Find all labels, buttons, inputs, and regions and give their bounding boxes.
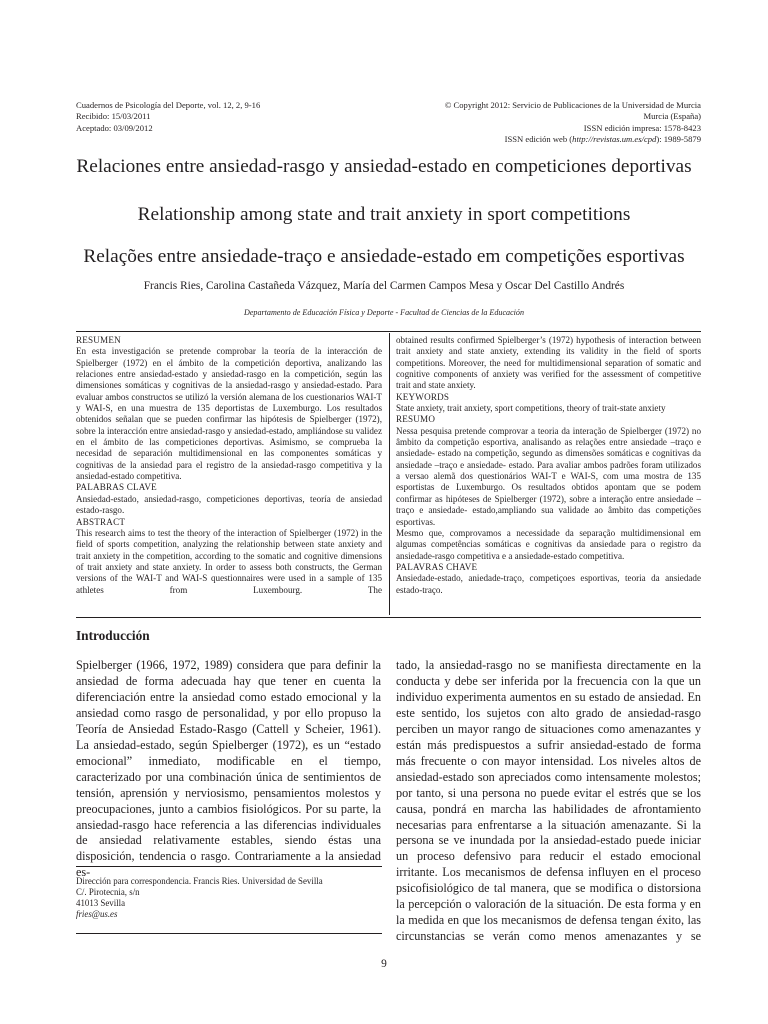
introduccion-heading: Introducción (76, 628, 150, 643)
intro-right-column: tado, la ansiedad-rasgo no se manifiesta directamente en la conducta y debe ser inferida por la frecuencia con la que un individuo experimenta aumentos en su estado de ansiedad. En este sentido, los sujetos con alto grado de ansiedad-rasgo perciben un mayor rango de situaciones como amenazantes y están más predispuestos a sufrir ansiedad-estado de forma más frecuente o con mayor intensidad. Los niveles altos de ansiedad-estado son apreciados como intensamente molestos; por tanto, si una persona no puede evitar el estrés que se los causa, pondrá en marcha las habilidades de afrontamiento necesarias para enfrentarse a la situación amenazante. Si la persona se ve inundada por la ansiedad-estado puede iniciar un proceso defensivo para reducir el estado emocional irritante. Los mecanismos de defensa influyen en el proceso psicofisiológico de tal manera, que se modifica o distorsiona la percepción o valoración de la situación. De esta forma y en la medida en que los mecanismos de defensa tengan éxito, las circunstancias se verán como menos amenazantes y se (396, 658, 701, 944)
abstract-right-column (396, 335, 701, 596)
correspondence-name: Dirección para correspondencia. Francis Ries. Universidad de Sevilla (76, 876, 323, 886)
palabras-clave-text: Ansiedad-estado, ansiedad-rasgo, competiciones deportivas, teoría de ansiedad estado-rasgo. (76, 493, 382, 516)
title-spanish: Relaciones entre ansiedad-rasgo y ansiedad-estado en competiciones deportivas (76, 156, 692, 177)
resumen-text: En esta investigación se pretende comprobar la teoría de la interacción de Spielberger (1972) en el ámbito de la competición deportiva, analizando las relaciones entre ansiedad-estado y ansiedad-rasgo en la competición, según las dimensiones somáticas y cognitivas de la ansiedad-rasgo y ansiedad-estado. Para evaluar ambos constructos se utilizó la versión alemana de los cuestionarios WAI-T y WAI-S, en una muestra de 135 deportistas de Luxemburgo. Los resultados obtenidos señalan que se pueden confirmar las hipótesis de Spielberger (1972), sobre la interacción entre ansiedad-rasgo y ansiedad-estado, ampliándose su validez en el ámbito de las competiciones deportivas. Asimismo, se comprueba la necesidad de separación multidimensional en las componentes somáticas y cognitivas de la ansiedad para el registro de la ansiedad-rasgo competitiva y la ansiedad-estado competitiva. (76, 346, 382, 482)
resumo-text: Nessa pesquisa pretende comprovar a teoria da interação de Spielberger (1972) no âmbito da competição esportiva, analisando as relações entre ansiedade –traço e ansiedade- estado na competição, segundo as dimensões somáticas e cognitivas da ansiedade –traço e ansiedade- estado. Para avaliar ambos padrões foram utilizados a versao alemã dos questionários WAI-T e WAI-S, com uma mostra de 135 esportistas de Luxemburgo. Os resultados obtidos apontam que se podem confirmar as hipóteses de Spielberger (1972), sobre a interação entre ansiedade –traço e ansiedade- estado,ampliando sua validade ao âmbito das competições esportivas. (396, 425, 701, 527)
correspondence-box (76, 866, 382, 934)
palabras-clave-heading: PALABRAS CLAVE (76, 482, 157, 493)
resumo-heading: RESUMO (396, 414, 436, 425)
abstract-heading: ABSTRACT (76, 516, 126, 527)
correspondence-email-link[interactable]: fries@us.es (76, 909, 118, 919)
resumo-text-continued: Mesmo que, comprovamos a necessidade da separação multidimensional em algumas competências somáticas e cognitivas da ansiedade para o registro da ansiedade-rasgo competitiva e a ansiedade-estado competitiva. (396, 527, 701, 561)
correspondence-city: 41013 Sevilla (76, 898, 126, 908)
issn-print: ISSN edición impresa: 1578-8423 (583, 122, 701, 133)
issn-web-prefix: ISSN edición web ( (504, 133, 573, 144)
intro-left-column: Spielberger (1966, 1972, 1989) considera que para definir la ansiedad de forma adecuada hay que tener en cuenta la diferenciación entre la ansiedad como estado emocional y la ansiedad como rasgo de personalidad, y por ello propuso la Teoría de Ansiedad Estado-Rasgo (Cattell y Scheier, 1961). La ansiedad-estado, según Spielberger (1972), es un “estado emocional” inmediato, modificable en el tiempo, caracterizado por una combinación única de sentimientos de tensión, aprensión y nerviosismo, pensamientos molestos y preocupaciones, junto a cambios fisiológicos. Por su parte, la ansiedad-rasgo hace referencia a las diferencias individuales de ansiedad relativamente estables, siendo éstas una disposición, tendencia o rasgo. Contrariamente a la ansiedad es- (76, 658, 381, 880)
received-date: Recibido: 15/03/2011 (76, 111, 151, 122)
palavras-chave-text: Ansiedade-estado, aniedade-traço, competiçoes esportivas, teoria da ansiedade estado-traço. (396, 573, 701, 595)
title-portuguese: Relações entre ansiedade-traço e ansiedade-estado em competições esportivas (83, 246, 685, 267)
page-number: 9 (381, 958, 387, 970)
publisher-location: Murcia (España) (643, 111, 701, 122)
keywords-text: State anxiety, trait anxiety, sport competitions, theory of trait-state anxiety (396, 403, 666, 414)
abstract-text-end: obtained results confirmed Spielberger’s (1972) hypothesis of interaction between trait anxiety and state anxiety, extending its validity in the field of sports competitions. Moreover, the need for multidimensional separation of somatic and cognitive components of anxiety was verified for the assessment of competitive trait and state anxiety. (396, 335, 701, 391)
title-english: Relationship among state and trait anxiety in sport competitions (137, 204, 631, 225)
copyright-info (341, 100, 701, 145)
journal-url-link[interactable]: http://revistas.um.es/cpd (572, 133, 657, 144)
palavras-chave-heading: PALAVRAS CHAVE (396, 561, 478, 572)
affiliation: Departamento de Educación Física y Deporte - Facultad de Ciencias de la Educación (243, 308, 525, 317)
abstract-top-rule (76, 331, 701, 332)
correspondence-street: C/. Pirotecnia, s/n (76, 887, 140, 897)
resumen-heading: RESUMEN (76, 335, 121, 345)
abstract-left-column (76, 335, 382, 596)
abstract-column-divider (389, 333, 390, 615)
issn-web (341, 134, 701, 145)
copyright-line: © Copyright 2012: Servicio de Publicaciones de la Universidad de Murcia (444, 100, 701, 110)
issn-web-suffix: ): 1989-5879 (656, 133, 701, 144)
authors: Francis Ries, Carolina Castañeda Vázquez, María del Carmen Campos Mesa y Oscar Del Castillo Andrés (143, 280, 625, 292)
abstract-text-start: This research aims to test the theory of the interaction of Spielberger (1972) in the field of sports competition, analyzing the relationship between state anxiety and trait anxiety in the competition, according to the somatic and cognitive dimensions of trait anxiety and state anxiety. In order to assess both constructs, the German versions of the WAI-T and WAI-S questionnaires were used in a sample of 135 athletes from Luxembourg. The (76, 527, 382, 595)
keywords-heading: KEYWORDS (396, 391, 450, 402)
abstract-bottom-rule (76, 617, 701, 618)
journal-citation: Cuadernos de Psicología del Deporte, vol. 12, 2, 9-16 (76, 100, 261, 110)
accepted-date: Aceptado: 03/09/2012 (76, 122, 153, 133)
